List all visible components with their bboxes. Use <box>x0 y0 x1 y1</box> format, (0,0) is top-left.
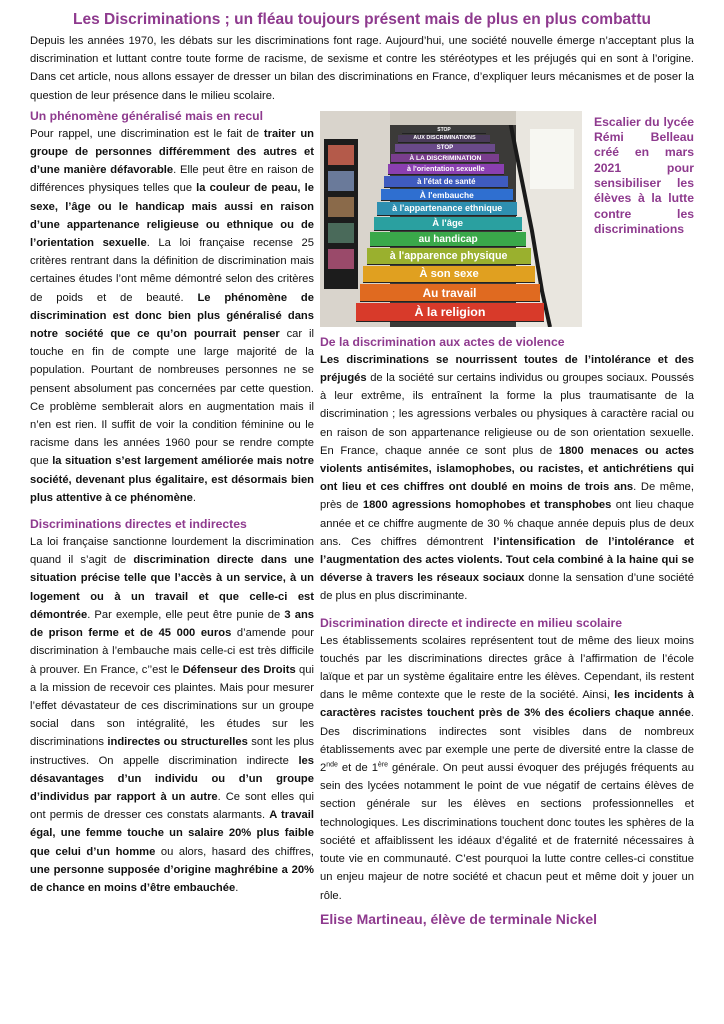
section-heading-directes-indirectes: Discriminations directes et indirectes <box>30 517 247 532</box>
article-title: Les Discriminations ; un fléau toujours présent mais de plus en plus combattu <box>73 11 651 28</box>
stair-step: STOP <box>395 144 495 153</box>
bold-run: Les discriminations se nourrissent toutes de l’intolérance et des préjugés <box>320 353 694 385</box>
text-run: . La loi française recense 25 critères rentrant dans la définition de discrimination mais certaines études l’ont même démontré selon des critères de poids et de beauté. <box>30 237 314 304</box>
text-run: ont lieu chaque année et ce chiffre augmente de 30 % chaque année depuis plus de deux ans. Ces chiffres démontrent <box>320 499 694 548</box>
staircase-photo <box>320 111 582 327</box>
bold-run: les désavantages d’un individu ou d’un groupe d’individus par rapport à un autre <box>30 754 314 803</box>
text-run: . De même, près de <box>320 481 694 512</box>
poster-photo <box>328 223 354 243</box>
bold-run: traiter un groupe de personnes différemment des autres et d’une manière défavorable <box>30 127 314 177</box>
bold-run: Le phénomène de discrimination est donc bien plus généralisé dans notre société que ce qu’on pourrait penser <box>30 291 314 341</box>
text-run: car il touche en fin de compte une large majorité de la population. Pourtant de nombreuses personnes ne se pensent absolument pas concernées par cette question. Ce problème semblerait alors en augmentation mais il n’en est rien. Il suffit de voir la condition féminine ou le racisme dans les années 1960 pour se rendre compte que <box>30 328 314 468</box>
bold-run: discrimination directe dans une situation précise telle que l’accès à un service, à un logement ou à un travail et que celle-ci est démontrée <box>30 554 314 621</box>
article-intro: Depuis les années 1970, les débats sur les discriminations font rage. Aujourd’hui, une société nouvelle émerge n’acceptant plus la discrimination et luttant contre toute forme de racisme, de sexisme et contre les stéréotypes et les préjugés qui en sont à l’origine. Dans cet article, nous allons essayer de dresser un bilan des discriminations en France, d’expliquer leurs mécanismes et de poser la question de leur présence dans le milieu scolaire. <box>30 35 694 102</box>
stair-step: À LA DISCRIMINATION <box>391 154 499 164</box>
bold-run: 3 ans de prison ferme et de 45 000 euros <box>30 608 315 640</box>
section-heading-violence: De la discrimination aux actes de violence <box>320 334 565 349</box>
text-run: générale. On peut aussi évoquer des préjugés fréquents au sein des lycées notamment le point de vue négatif de certains élèves de section générale sur les élèves en sections professionnelles et technologiques. Les discriminations touchent donc toutes les sphères de la société et affaiblissent les idéaux d’égalité et de fraternité nécessaires à toute vie en communauté. C’est pourquoi la lutte contre celles-ci constitue un enjeu majeur de notre société et chacun peut et même doit y jouer un rôle. <box>320 762 694 902</box>
photo-block <box>320 111 694 327</box>
bold-run: A travail égal, une femme touche un salaire 20% plus faible que celui d’un homme <box>30 809 314 858</box>
text-run: Pour rappel, une discrimination est le fait de <box>30 127 264 140</box>
text-run: La loi française sanctionne lourdement la discrimination quand il s’agit de <box>30 536 314 567</box>
text-run: ou alors, hasard des chiffres, <box>155 845 314 858</box>
window <box>530 129 574 189</box>
stair-step: à l'appartenance ethnique <box>377 202 517 215</box>
superscript: nde <box>326 761 338 769</box>
text-run: d’amende pour discrimination à l’embauche mais celle-ci est très difficile à prouver. En France, c’’est le <box>30 627 314 676</box>
stair-step: STOP <box>402 127 486 134</box>
text-run: donne la sensation d’une société de plus en plus discriminante. <box>320 572 694 603</box>
article-columns <box>30 107 694 929</box>
stair-step: à l'orientation sexuelle <box>388 164 504 175</box>
stair-step: au handicap <box>370 232 526 247</box>
text-run: et de 1 <box>337 762 378 775</box>
stair-step: AUX DISCRIMINATIONS <box>398 135 490 143</box>
section-heading-milieu-scolaire: Discrimination directe et indirecte en milieu scolaire <box>320 615 623 630</box>
stair-step: À la religion <box>356 303 544 322</box>
stair-step: À l'âge <box>374 217 522 231</box>
text-run: . Par exemple, elle peut être punie de <box>87 608 285 621</box>
left-column <box>30 107 314 929</box>
bold-run: 1800 menaces ou actes violents antisémites, islamophobes, ou racistes, et antichrétiens qui ont lieu et ces chiffres ont doublé en moins de trois ans <box>320 444 694 494</box>
poster-photo <box>328 171 354 191</box>
photo-caption: Escalier du lycée Rémi Belleau créé en mars 2021 pour sensibiliser les élèves à la lutte contre les discriminations <box>594 114 694 236</box>
bold-run: les incidents à caractères racistes touchent près de 3% des écoliers chaque année <box>320 689 694 720</box>
stair-step: à l'état de santé <box>384 176 508 188</box>
text-run: . <box>192 491 196 504</box>
text-run: . Elle peut être en raison de différences physiques telles que <box>30 164 314 195</box>
stair-step: à l'apparence physique <box>367 248 531 264</box>
superscript: ère <box>377 761 389 769</box>
stair-step: Au travail <box>360 284 540 302</box>
bold-run: la situation s’est largement améliorée mais notre société, devenant plus égalitaire, est désormais bien plus attentive à ce phénomène <box>30 455 314 504</box>
bold-run: Défenseur des Droits <box>182 663 296 676</box>
section-body-phenomene <box>30 125 314 507</box>
text-run: . Ce sont elles qui ont permis de dresser ces constats alarmants. <box>30 790 314 822</box>
section-heading-phenomene: Un phénomène généralisé mais en recul <box>30 108 263 123</box>
text-run: Les établissements scolaires représentent tout de même des lieux moins touchés par les discriminations directes grâce à l’affirmation de l’école laïque et par un système égalitaire entre les élèves. Cependant, ils restent dans le même contexte que le reste de la société. Ainsi, <box>320 634 694 702</box>
poster-photo <box>328 197 354 217</box>
text-run: . Des discriminations indirectes sont visibles dans de nombreux établissements avec par exemple une perte de diversité entre la classe de 2 <box>320 707 694 775</box>
stair-step: À l'embauche <box>381 189 513 202</box>
bold-run: 1800 agressions homophobes et transphobes <box>362 499 612 512</box>
ceiling <box>390 111 516 125</box>
section-body-milieu-scolaire <box>320 632 694 905</box>
author-signature: Elise Martineau, élève de terminale Nickel <box>320 910 598 927</box>
stair-step: À son sexe <box>363 266 535 283</box>
section-body-violence <box>320 351 694 606</box>
bold-run: l’intensification de l’intolérance et l’augmentation des actes violents. Tout cela combiné à la haine qui se déverse à travers les réseaux sociaux <box>320 535 694 585</box>
bold-run: une personne supposée d’origine maghrébine a 20% de chance en moins d’être embauchée <box>30 863 314 894</box>
text-run: sont les plus instructives. On appelle discrimination indirecte <box>30 736 315 767</box>
text-run: qui a la mission de recevoir ces plaintes. Mais pour mesurer l’effet dévastateur de ces discriminations sur un groupe social dans son intégralité, les études sur les discriminations <box>30 663 314 749</box>
bold-run: indirectes ou structurelles <box>107 736 248 749</box>
bold-run: la couleur de peau, le sexe, l’âge ou le handicap mais aussi en raison d’une appartenance religieuse ou ethnique ou de l’orientation sexuelle <box>30 182 314 250</box>
text-run: de la société sur certains individus ou groupes sociaux. Poussés à leur extrême, ils entraînent la forme la plus traumatisante de la discrimination ; les agressions verbales ou physiques à caractère racial ou en raison de son appartenance religieuse ou de son orientation sexuelle. En France, chaque année ce sont plus de <box>320 372 694 457</box>
section-body-directes-indirectes <box>30 533 314 897</box>
right-column <box>320 107 694 929</box>
poster-photo <box>328 145 354 165</box>
poster-photo <box>328 249 354 269</box>
text-run: . <box>235 881 239 894</box>
